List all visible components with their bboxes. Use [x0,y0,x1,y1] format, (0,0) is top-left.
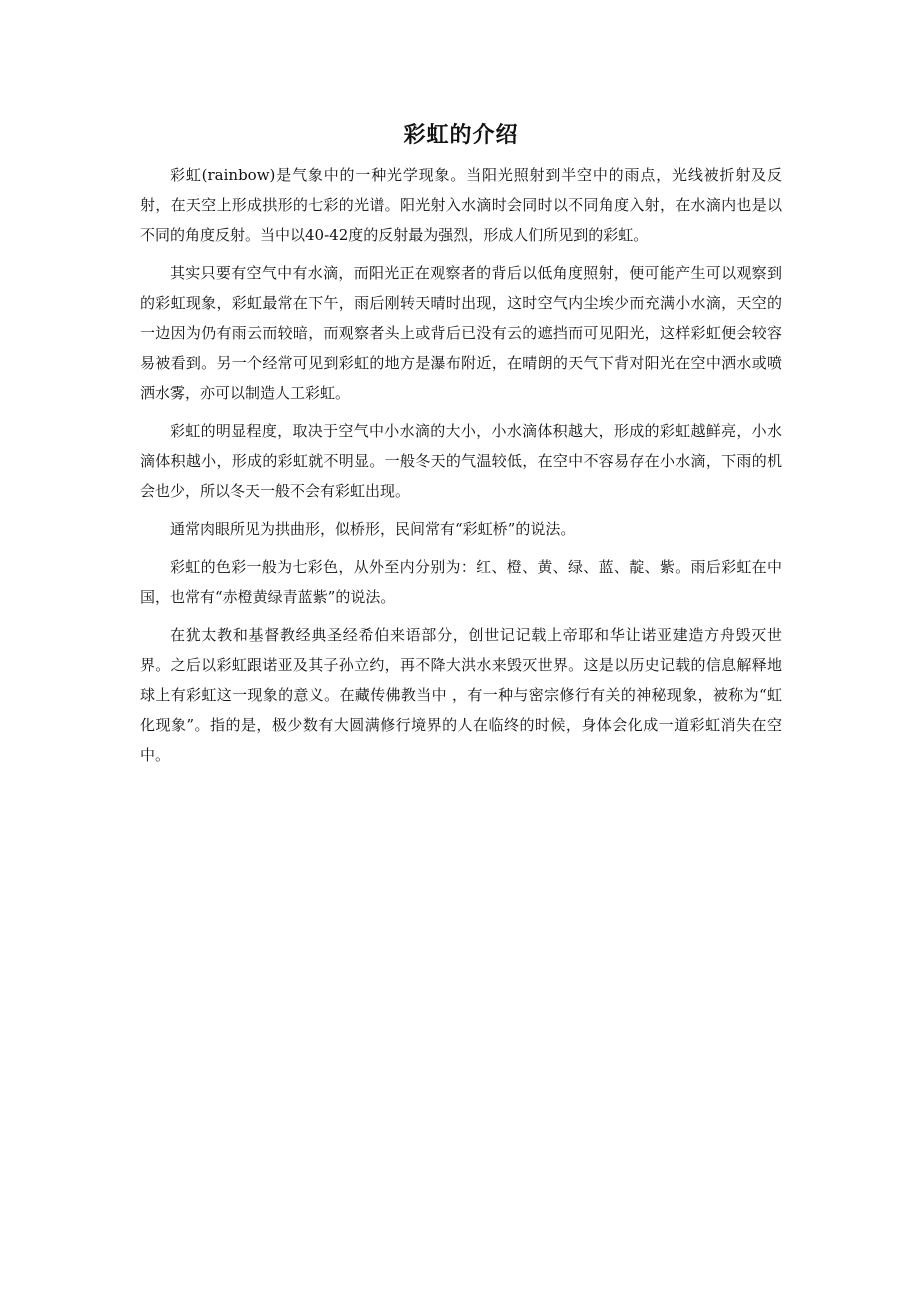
paragraph-culture: 在犹太教和基督教经典圣经希伯来语部分，创世记记载上帝耶和华让诺亚建造方舟毁灭世界。之后以彩虹跟诺亚及其子孙立约，再不降大洪水来毁灭世界。这是以历史记载的信息解释地球上有彩虹这一现象的意义。在藏传佛教当中 ，有一种与密宗修行有关的神秘现象，被称为“虹化现象”。指的是，极少数有大圆满修行境界的人在临终的时候，身体会化成一道彩虹消失在空中。 [140,626,782,764]
document-body [140,118,782,778]
paragraph-definition: 彩虹(rainbow)是气象中的一种光学现象。当阳光照射到半空中的雨点，光线被折射及反射，在天空上形成拱形的七彩的光谱。阳光射入水滴时会同时以不同角度入射，在水滴内也是以不同的角度反射。当中以40-42度的反射最为强烈，形成人们所见到的彩虹。 [140,166,782,244]
paragraph-visibility: 彩虹的明显程度，取决于空气中小水滴的大小，小水滴体积越大，形成的彩虹越鲜亮，小水滴体积越小，形成的彩虹就不明显。一般冬天的气温较低，在空中不容易存在小水滴，下雨的机会也少，所以冬天一般不会有彩虹出现。 [140,422,782,500]
paragraph-shape: 通常肉眼所见为拱曲形，似桥形，民间常有“彩虹桥”的说法。 [170,520,576,538]
paragraph-colors: 彩虹的色彩一般为七彩色，从外至内分别为：红、橙、黄、绿、蓝、靛、紫。雨后彩虹在中国，也常有“赤橙黄绿青蓝紫”的说法。 [140,558,782,606]
document-title: 彩虹的介绍 [403,123,519,148]
paragraph-conditions: 其实只要有空气中有水滴，而阳光正在观察者的背后以低角度照射，便可能产生可以观察到的彩虹现象，彩虹最常在下午，雨后刚转天晴时出现，这时空气内尘埃少而充满小水滴，天空的一边因为仍有雨云而较暗，而观察者头上或背后已没有云的遮挡而可见阳光，这样彩虹便会较容易被看到。另一个经常可见到彩虹的地方是瀑布附近，在晴朗的天气下背对阳光在空中洒水或喷洒水雾，亦可以制造人工彩虹。 [140,264,782,402]
